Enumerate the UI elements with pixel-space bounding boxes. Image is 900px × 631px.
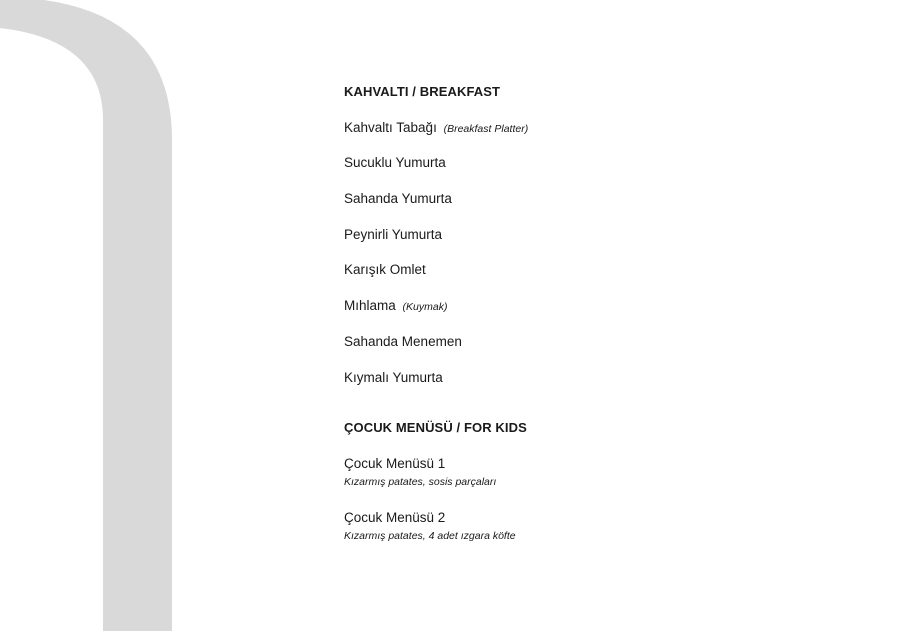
menu-item-name: Kahvaltı Tabağı <box>344 120 437 135</box>
menu-item-name: Sucuklu Yumurta <box>344 155 446 170</box>
menu-item-description: Kızarmış patates, 4 adet ızgara köfte <box>344 530 516 542</box>
menu-item-name: Çocuk Menüsü 1 <box>344 456 446 471</box>
menu-item-name: Sahanda Yumurta <box>344 191 452 206</box>
menu-page <box>344 0 864 631</box>
menu-item-note: (Kuymak) <box>402 301 448 313</box>
menu-item-name: Peynirli Yumurta <box>344 227 443 242</box>
menu-item-kahvalti-tabagi <box>344 120 528 135</box>
menu-item-sucuklu-yumurta <box>344 155 446 170</box>
menu-item-cocuk-menusu-2 <box>344 510 445 525</box>
menu-item-description: Kızarmış patates, sosis parçaları <box>344 476 497 488</box>
decorative-arch-band <box>0 0 172 631</box>
menu-item-sahanda-menemen <box>344 334 462 349</box>
menu-item-name: Sahanda Menemen <box>344 334 462 349</box>
menu-item-kiymali-yumurta <box>344 370 443 385</box>
breakfast-section-title: KAHVALTI / BREAKFAST <box>344 84 501 99</box>
menu-item-mihlama <box>344 298 447 313</box>
menu-item-name: Karışık Omlet <box>344 262 426 277</box>
menu-item-cocuk-menusu-1 <box>344 456 445 471</box>
menu-item-karisik-omlet <box>344 262 426 277</box>
menu-item-name: Kıymalı Yumurta <box>344 370 443 385</box>
menu-item-name: Mıhlama <box>344 298 396 313</box>
menu-item-note: (Breakfast Platter) <box>443 123 529 135</box>
menu-item-name: Çocuk Menüsü 2 <box>344 510 446 525</box>
menu-item-sahanda-yumurta <box>344 191 452 206</box>
menu-item-peynirli-yumurta <box>344 227 442 242</box>
kids-section-title: ÇOCUK MENÜSÜ / FOR KIDS <box>344 420 527 435</box>
